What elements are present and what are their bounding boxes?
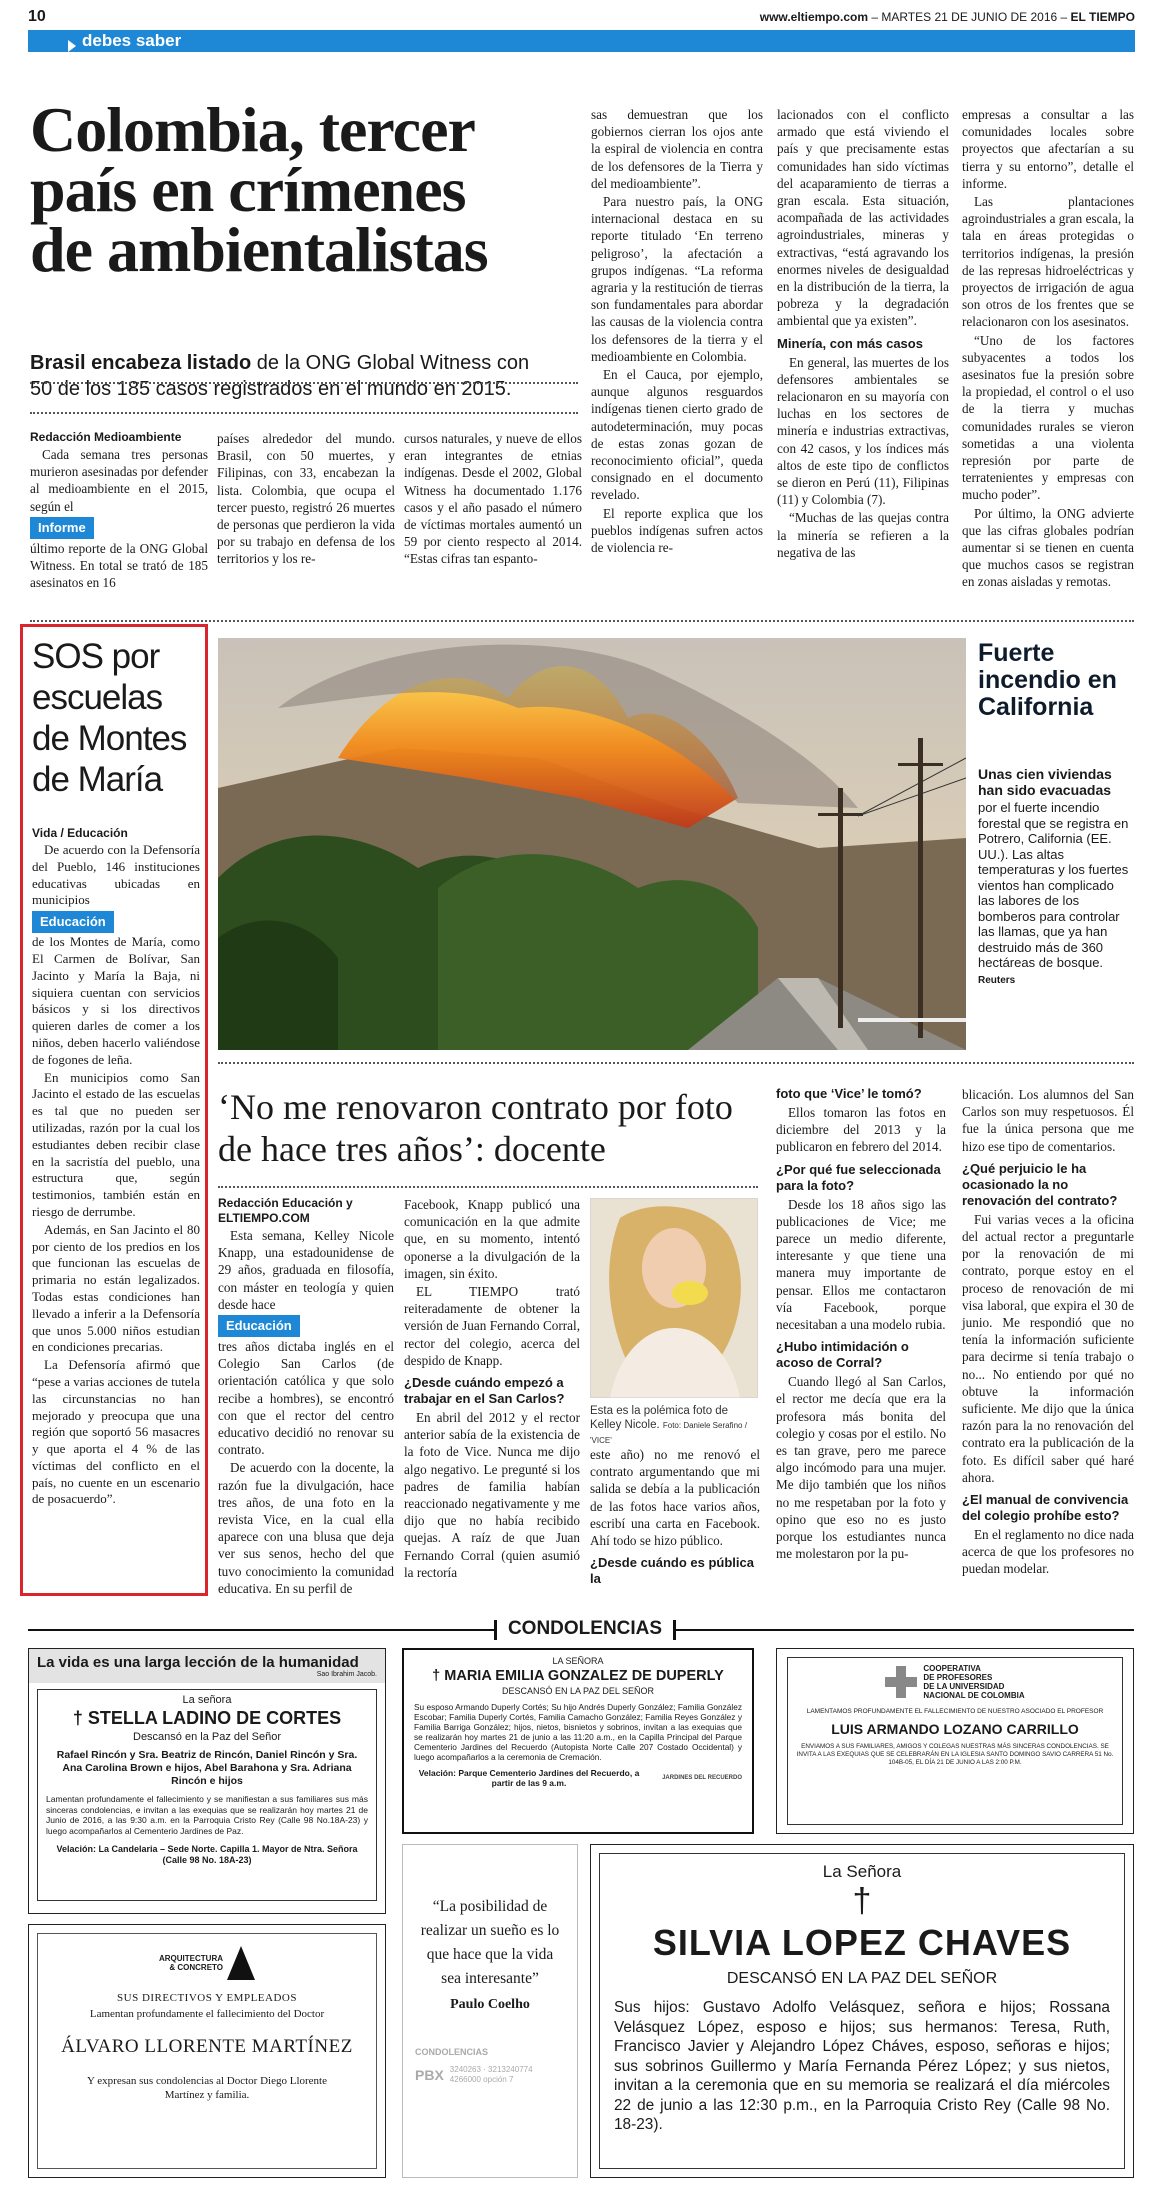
arquitectura-logo-icon xyxy=(227,1946,255,1980)
ad-line: SUS DIRECTIVOS Y EMPLEADOS xyxy=(117,1992,297,2004)
obit-intro: LAMENTAMOS PROFUNDAMENTE EL FALLECIMIENTO DE NUESTRO ASOCIADO EL PROFESOR xyxy=(806,1708,1104,1715)
obit-title: La señora xyxy=(182,1694,232,1706)
headline-line: Colombia, tercer xyxy=(30,94,475,165)
teacher-paragraph: Fui varias veces a la oficina del actual rector a preguntarle por la renovación de mi contrato, porque estoy en el proceso de renovación de mi visa laboral, que expira el 30 de junio. Me respondió que no tenía la información suficiente para decirme si tenía trabajo o no... No entiendo por qué no obtuve la información suficiente. Me dijo que la única razón para la no renovación del contrato era la publicación de la foto. Es difícil saber qué haré ahora. xyxy=(962,1211,1134,1485)
lead-paragraph: El reporte explica que los pueblos indígenas sufren actos de violencia re- xyxy=(591,505,763,556)
lead-paragraph: “Uno de los factores subyacentes a todos los asesinatos fue la presión sobre la propiedad, el control o el uso de la tierra y muchas comunidades rurales se vieron sometidas a una violenta represión por parte de terratenientes y empresas con mucho poder”. xyxy=(962,332,1134,503)
lead-paragraph: países alrededor del mundo. Brasil, con 50 muertes, y Filipinas, con 33, encabezan la lista. Colombia, que ocupa el tercer puesto, registró 26 muertes de personas que perdieron la vida por su trabajo en defensa de los territorios y los re- xyxy=(217,431,395,567)
lead-paragraph: En el Cauca, por ejemplo, aunque algunos resguardos indígenas tienen cierto grado de autodeterminación, muy pocas de estas zonas gozan de reconocimiento oficial”, queda consignado en el documento revelado. xyxy=(591,367,763,503)
coelho-quote: “La posibilidad de realizar un sueño es lo que hace que la vida sea interesante” xyxy=(420,1898,560,1987)
sos-paragraph: En municipios como San Jacinto el estado de las escuelas es tal que no pueden ser utilizadas, razón por la cual los estudiantes deben recibir clase en la sacristía del pueblo, una estructura que, según testimonios, también están en riesgo de derrumbe. xyxy=(32,1069,200,1219)
obituary-maria-emilia xyxy=(402,1648,754,1834)
teacher-paragraph: Esta semana, Kelley Nicole Knapp, una estadounidense de 29 años, graduada en filosofía, con máster en teología y quien desde hace xyxy=(218,1228,394,1312)
fire-body: por el fuerte incendio forestal que se registra en Potrero, California (EE. UU.). Las altas temperaturas y los fuertes vientos han complicado las labores de los bomberos para controlar las llamas, que ya han destruido más de 360 hectáreas de bosque. xyxy=(978,800,1129,970)
wildfire-image xyxy=(218,638,966,1050)
obit-name: MARIA EMILIA GONZALEZ DE DUPERLY xyxy=(444,1668,724,1684)
obit-text: ENVIAMOS A SUS FAMILIARES, AMIGOS Y COLEGAS NUESTRAS MÁS SINCERAS CONDOLENCIAS. SE INVITA A LAS EXEQUIAS QUE SE CELEBRARÁN EN LA IGLESIA SANTO DOMINGO SAVIO CARRERA 51 No. 104B-05, EL DÍA 21 DE JUNIO A LAS 2:00 P.M. xyxy=(796,1743,1114,1766)
cross-icon: † xyxy=(852,1882,872,1920)
educacion-tag: Educación xyxy=(32,911,114,933)
masthead-info: www.eltiempo.com – MARTES 21 DE JUNIO DE 2016 – EL TIEMPO xyxy=(759,10,1135,24)
teacher-question: ¿Hubo intimidación o acoso de Corral? xyxy=(776,1339,909,1371)
lead-headline xyxy=(30,94,570,285)
fire-text xyxy=(978,800,1134,988)
obit-name: SILVIA LOPEZ CHAVES xyxy=(652,1922,1072,1963)
lead-paragraph: Las plantaciones agroindustriales a gran escala, la tala en áreas protegidas o territorios indígenas, la presión de las represas hidroeléctricas y proyectos de irrigación de agua son otros de los frentes que se relacionaron con los asesinatos. xyxy=(962,194,1134,330)
coelho-author: Paulo Coelho xyxy=(450,1997,530,2012)
condolences-house-ad xyxy=(402,1844,578,2178)
obit-text: Sus hijos: Gustavo Adolfo Velásquez, señora e hijos; Rossana Velásquez López, esposo e hijos; sus hermanos: Teresa, Ruth, Francisco Javier y Alejandro López Cháves, esposo, señoras e hijos; sus sobrinos Guillermo y María Fernanda Pérez López; y sus nietos, invitan a la ceremonia que en su memoria se realizará el día miércoles 22 de junio a las 12:30 p.m., en la Parroquia Cristo Rey (Calle 98 No. 18-23). xyxy=(614,1999,1110,2133)
photo-divider xyxy=(218,1062,1134,1064)
teacher-col-3 xyxy=(590,1446,760,1589)
obit-rest: DESCANSÓ EN LA PAZ DEL SEÑOR xyxy=(726,1970,998,1987)
obit-name: STELLA LADINO DE CORTES xyxy=(87,1708,342,1728)
obituary-alvaro xyxy=(28,1924,386,2178)
teacher-question: ¿Desde cuándo empezó a trabajar en el San Carlos? xyxy=(404,1375,565,1407)
phone-numbers[interactable]: 3240263 · 3213240774 xyxy=(449,2065,533,2074)
lead-paragraph: cursos naturales, y nueve de ellos eran integrantes de etnias indígenas. Desde el 2002, Global Witness ha documentado 1.176 casos y el año pasado el número de víctimas mortales aumentó un 59 por ciento respecto al 2014. “Estas cifras tan espanto- xyxy=(404,431,582,567)
cross-icon: † xyxy=(432,1668,441,1684)
condolences-rule-left xyxy=(28,1629,494,1631)
condolences-banner: CONDOLENCIAS xyxy=(507,1618,663,1639)
page-number: 10 xyxy=(28,8,46,25)
photo-caption xyxy=(590,1404,760,1448)
sos-paragraph: Además, en San Jacinto el 80 por ciento de los predios en los que funcionan las escuelas de primaria no están legalizados. Todas estas condiciones han llevado a inferir a la Defensoría que unos 5.000 niños estudian en condiciones precarias. xyxy=(32,1221,200,1355)
teacher-paragraph: EL TIEMPO trató reiteradamente de obtener la versión de Juan Fernando Corral, rector del colegio, acerca del despido de Knapp. xyxy=(404,1284,580,1368)
obituary-silvia xyxy=(590,1844,1134,2178)
obit-text: Su esposo Armando Duperly Cortés; Su hijo Andrés Duperly González; Familia González Escobar; Familia Duperly Cortés, Familia Camacho González; Familia Reyes González y Familia Barriga González; hijos, nietos, bisnietos y sobrinos, invitan a las exequias que se realizarán hoy martes 21 de junio a las 11:20 a.m., en la Capilla Principal del Parque Cementerio Jardines del Recuerdo (Autopista Norte Calle 207 Costado Occidental) y luego acompañarlos a la ceremonia de Cremación. xyxy=(414,1702,742,1762)
teacher-headline: ‘No me renovaron contrato por foto de hace tres años’: docente xyxy=(218,1087,733,1169)
teacher-divider xyxy=(218,1186,758,1188)
teacher-question: ¿Desde cuándo es pública la xyxy=(590,1555,754,1587)
lead-col-1 xyxy=(30,430,208,592)
fire-headline: Fuerte incendio en California xyxy=(978,639,1117,721)
coop-line: NACIONAL DE COLOMBIA xyxy=(923,1691,1025,1700)
issue-date: MARTES 21 DE JUNIO DE 2016 xyxy=(881,10,1058,24)
teacher-paragraph: Cuando llegó al San Carlos, el rector me decía que era la profesora más bonita del colegio y cosas por el estilo. No es tan grave, pero me parece algo incómodo para una mujer. Me dijo también que los niños no me respetaban por la foto y opino que eso no es justo porque los estudiantes nunca me molestaron por la pu- xyxy=(776,1374,946,1562)
pbx-label: PBX xyxy=(415,2067,444,2083)
ad-line: Y expresan sus condolencias al Doctor Diego Llorente Martínez y familia. xyxy=(87,2075,327,2101)
teacher-paragraph: Facebook, Knapp publicó una comunicación en la que admite que, en su momento, intentó oponerse a la divulgación de la imagen, sin éxito. xyxy=(404,1197,580,1281)
headline-line: de ambientalistas xyxy=(30,214,488,285)
teacher-byline: Redacción Educación y ELTIEMPO.COM xyxy=(218,1196,353,1225)
obit-title: LA SEÑORA xyxy=(552,1656,604,1666)
deck-divider-2 xyxy=(30,412,578,414)
teacher-paragraph: De acuerdo con la docente, la razón fue la divulgación, hace tres años, de una foto en la revista Vice, en la cual ella aparece con una blusa que deja ver sus senos, hecho del que tuvo conocimiento la comunidad educativa. En su perfil de xyxy=(218,1460,394,1596)
teacher-question: foto que ‘Vice’ le tomó? xyxy=(776,1086,922,1101)
obituary-luis-armando xyxy=(776,1648,1134,1834)
sos-body xyxy=(32,826,200,1509)
phone-numbers[interactable]: 4266000 opción 7 xyxy=(449,2075,514,2084)
obit-name: ÁLVARO LLORENTE MARTÍNEZ xyxy=(61,2036,353,2057)
ad-line: Lamentan profundamente el fallecimiento del Doctor xyxy=(89,2008,325,2020)
obit-text: Lamentan profundamente el fallecimiento y se manifiestan a sus familiares sus más sinceras condolencias, e invitan a las exequias que se realizarán hoy martes 21 de Junio de 2016, a las 9:30 a.m. en la Parroquia Cristo Rey (Calle 98 No.18A-23) y luego acompañarlos al Cementerio Jardines de Paz. xyxy=(46,1794,368,1836)
lead-paragraph: último reporte de la ONG Global Witness. En total se trató de 185 asesinatos en 16 xyxy=(30,540,208,591)
sos-paragraph: La Defensoría afirmó que “pese a varias acciones de tutela las circunstancias no han mejorado y preocupa que una región que soportó 56 masacres y que aporta el 4 % de las víctimas del conflicto en el país, no cuente en un escenario de posacuerdo”. xyxy=(32,1357,200,1507)
teacher-paragraph: Desde los 18 años sigo las publicaciones de Vice; me parece un medio diferente, interesante y que tiene una manera muy importante de pensar. Ellos me contactaron vía Facebook, porque necesitaban a una modelo rubia. xyxy=(776,1196,946,1333)
deck-line-2: 50 de los 185 casos registrados en el mundo en 2015. xyxy=(30,378,512,400)
sos-byline: Vida / Educación xyxy=(32,826,128,840)
obit-title: La Señora xyxy=(822,1862,902,1881)
condolences-bar-r xyxy=(673,1620,676,1640)
sos-paragraph: de los Montes de María, como El Carmen de Bolívar, San Jacinto y María la Baja, ni siquiera cuentan con servicios básicos y si los directivos quieren darles de comer a los niños, deben hacerlo valiéndose de fogones de leña. xyxy=(32,934,200,1067)
coop-line: DE LA UNIVERSIDAD xyxy=(923,1682,1005,1691)
teacher-question: ¿Qué perjuicio le ha ocasionado la no renovación del contrato? xyxy=(962,1160,1118,1208)
section-bar xyxy=(28,30,1135,52)
obit-vigil: Velación: La Candelaria – Sede Norte. Capilla 1. Mayor de Ntra. Señora (Calle 98 No. 18A-23) xyxy=(56,1844,358,1865)
coop-line: COOPERATIVA xyxy=(923,1664,981,1673)
lead-col-5 xyxy=(777,106,949,562)
cooperative-logo-icon xyxy=(885,1666,917,1698)
cross-icon: † xyxy=(72,1708,83,1728)
lead-byline: Redacción Medioambiente xyxy=(30,430,182,444)
obituary-stella xyxy=(28,1648,386,1914)
teacher-paragraph: este año) no me renovó el contrato argumentando que mi salida se debía a la publicación de las fotos hace varios años, escribí una carta en Facebook. Ahí todo se hizo público. xyxy=(590,1447,760,1549)
paper-name: EL TIEMPO xyxy=(1070,10,1135,24)
deck-divider xyxy=(30,382,578,384)
obit-vigil: Velación: Parque Cementerio Jardines del Recuerdo, a partir de las 9 a.m. xyxy=(418,1768,640,1788)
obit-rest: Descansó en la Paz del Señor xyxy=(133,1731,281,1743)
section-label: debes saber xyxy=(82,31,182,50)
logo-text: & CONCRETO xyxy=(169,1963,223,1972)
teacher-educacion-tag: Educación xyxy=(218,1315,300,1337)
teacher-paragraph: tres años dictaba inglés en el Colegio San Carlos (de orientación católica y que solo recibe a hombres), se encontró con que el rector del centro educativo decidió no renovar su contrato. xyxy=(218,1339,394,1458)
teacher-col-2 xyxy=(404,1196,580,1582)
lead-paragraph: empresas a consultar a las comunidades locales sobre proyectos que afectarían a su tierra y su entorno”, detalle el informe. xyxy=(962,107,1134,191)
lead-subhead: Minería, con más casos xyxy=(777,335,923,351)
lead-deck xyxy=(30,350,578,402)
site-url[interactable]: www.eltiempo.com xyxy=(759,10,869,24)
lead-col-2 xyxy=(217,430,395,569)
teacher-paragraph: En abril del 2012 y el rector anterior sabía de la existencia de la foto de Vice. Nunca me dijo algo negativo. Le pregunté si los padres de familia habían reaccionado negativamente y me dijo que no había recibido quejas. A raíz de que Juan Fernando Corral (quien asumió la rectoría xyxy=(404,1410,580,1580)
lead-col-3 xyxy=(404,430,582,569)
section-notch xyxy=(68,40,76,52)
obit-quote: La vida es una larga lección de la humanidad xyxy=(37,1654,359,1671)
teacher-col-1 xyxy=(218,1196,394,1598)
lead-paragraph: lacionados con el conflicto armado que está viviendo el país y que precisamente estas comunidades han sido víctimas del acaparamiento de tierras a gran escala. Esta situación, acompañada de las actividades agroindustriales, mineras y extractivas, “está agravando los enormes niveles de desigualdad en la distribución de la tierra, la pobreza y la degradación ambiental que ya existen”. xyxy=(777,107,949,329)
teacher-paragraph: blicación. Los alumnos del San Carlos son muy respetuosos. Él fue la única persona que me hizo ese tipo de comentarios. xyxy=(962,1087,1134,1154)
obit-rest: DESCANSÓ EN LA PAZ DEL SEÑOR xyxy=(501,1686,655,1696)
obit-name: LUIS ARMANDO LOZANO CARRILLO xyxy=(831,1721,1079,1737)
fire-credit: Reuters xyxy=(978,974,1016,986)
teacher-question: ¿Por qué fue seleccionada para la foto? xyxy=(776,1161,941,1193)
lead-paragraph: “Muchas de las quejas contra la minería se refieren a la negativa de las xyxy=(777,510,949,560)
teacher-photo xyxy=(590,1198,758,1398)
deck-bold: Brasil encabeza listado xyxy=(30,352,252,374)
obit-quote-author: Sao Ibrahim Jacob. xyxy=(316,1671,377,1678)
lead-paragraph: Por último, la ONG advierte que las cifras globales podrían aumentar si se tienen en cuenta que muchos casos se registran en zonas aisladas y remotas. xyxy=(962,505,1134,590)
teacher-paragraph: Ellos tomaron las fotos en diciembre del 2013 y la publicaron en febrero del 2014. xyxy=(776,1105,946,1155)
teacher-col-4 xyxy=(776,1086,946,1563)
informe-tag: Informe xyxy=(30,517,94,539)
jardines-logo: JARDINES DEL RECUERDO xyxy=(662,1775,742,1781)
lead-paragraph: sas demuestran que los gobiernos cierran los ojos ante la espiral de violencia en contra de los defensores de la Tierra y del medioambiente”. xyxy=(591,107,763,191)
logo-text: ARQUITECTURA xyxy=(159,1954,223,1963)
teacher-question: ¿El manual de convivencia del colegio prohíbe esto? xyxy=(962,1492,1129,1524)
obit-family: Rafael Rincón y Sra. Beatriz de Rincón, Daniel Rincón y Sra. Ana Carolina Brown e hijos, Abel Barahona y Sra. Adriana Rincón e hijos xyxy=(56,1749,358,1787)
condolences-rule-right xyxy=(676,1629,1134,1631)
headline-line: país en crímenes xyxy=(30,154,466,225)
wildfire-photo xyxy=(218,638,966,1050)
lead-paragraph: Para nuestro país, la ONG internacional destaca en su reporte titulado ‘En terreno peligroso’, la afectación a grupos indígenas. “La reforma agraria y la restitución de tierras son fundamentales para abordar las causas de la violencia contra los defensores de la tierra y el medioambiente en Colombia. xyxy=(591,194,763,364)
teacher-col-5 xyxy=(962,1086,1134,1579)
sos-headline: SOS por escuelas de Montes de María xyxy=(32,637,187,799)
house-ad-label: CONDOLENCIAS xyxy=(415,2047,489,2057)
lead-col-6 xyxy=(962,106,1134,592)
lead-paragraph: En general, las muertes de los defensores ambientales se relacionaron en su mayoría con luchas en los sectores de minería e industrias extractivas, con 42 casos, y los índices más altos de este tipo de conflictos se dieron en Perú (11), Filipinas (11) y Colombia (7). xyxy=(777,354,949,508)
sos-paragraph: De acuerdo con la Defensoría del Pueblo, 146 instituciones educativas ubicadas en municipios xyxy=(32,842,200,908)
caption-text: Esta es la polémica foto de Kelley Nicole. xyxy=(590,1405,729,1431)
section-divider xyxy=(30,620,1134,622)
caption-credit: Foto: Daniele Serafino / 'VICE' xyxy=(590,1421,747,1445)
deck-text: de la ONG Global Witness con xyxy=(251,352,530,374)
lead-paragraph: Cada semana tres personas murieron asesinadas por defender al medioambiente en el 2015, según el xyxy=(30,447,208,514)
teacher-paragraph: En el reglamento no dice nada acerca de que los profesores no puedan modelar. xyxy=(962,1527,1135,1577)
coop-line: DE PROFESORES xyxy=(923,1673,993,1682)
obit-quote-band xyxy=(29,1649,385,1683)
portrait-image xyxy=(590,1198,758,1398)
lead-col-4 xyxy=(591,106,763,557)
fire-deck: Unas cien viviendas han sido evacuadas xyxy=(978,766,1112,798)
